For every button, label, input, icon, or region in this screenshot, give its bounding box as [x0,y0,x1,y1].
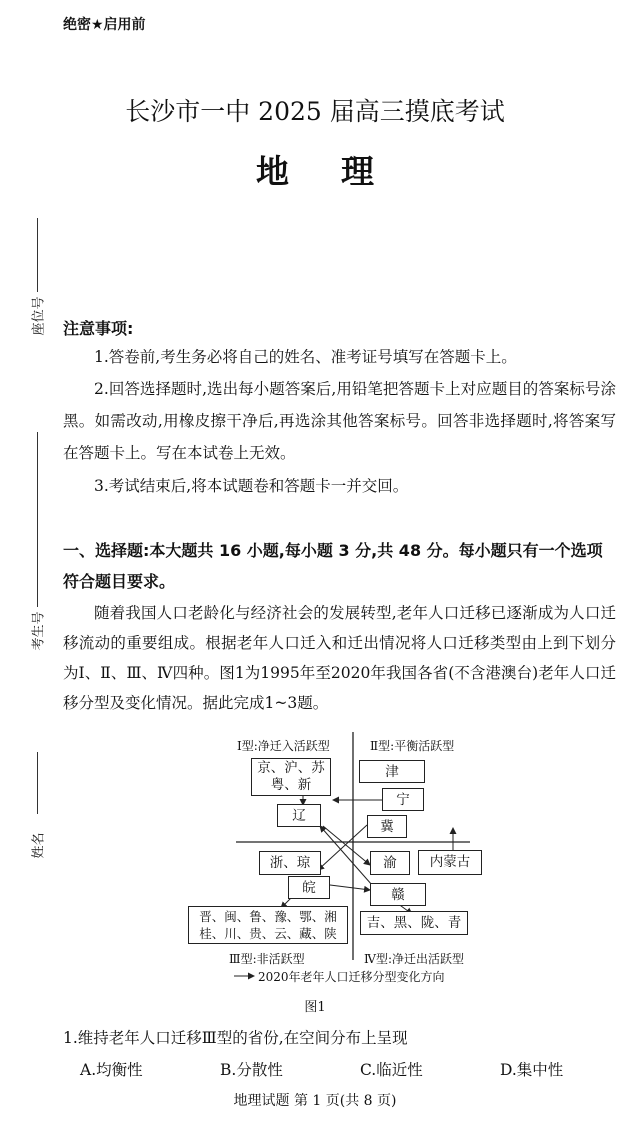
province-box-ning: 宁 [382,788,424,811]
exam-title: 长沙市一中 2025 届高三摸底考试 [125,97,505,126]
question-intro: 随着我国人口老龄化与经济社会的发展转型,老年人口迁移已逐渐成为人口迁移流动的重要组成。根据老年人口迁入和迁出情况将人口迁移类型由上到下划分为Ⅰ、Ⅱ、Ⅲ、Ⅳ四种。图1为1995年至2020年我国各省(不含港澳台)老年人口迁移分型及变化情况。据此完成1~3题。 [63,604,616,712]
name-label: 姓名 [31,832,47,859]
province-box-wan: 皖 [288,876,330,899]
arrow-ji [318,825,367,870]
notice-item-2: 2.回答选择题时,选出每小题答案后,用铅笔把答题卡上对应题目的答案标号涂黑。如需改动,用橡皮擦干净后,再选涂其他答案标号。回答非选择题时,将答案写在答题卡上。写在本试卷上无效。 [63,380,616,462]
seat-number-label: 座位号 [31,296,47,336]
province-box-gan: 赣 [370,883,426,906]
binding-line [37,752,38,814]
binding-line [37,432,38,607]
arrow-liao-yu [323,826,370,865]
option-b: B.分散性 [220,1061,283,1079]
type-4-label: Ⅳ型:净迁出活跃型 [364,952,465,966]
province-box-ji: 冀 [367,815,407,838]
province-box-jin: 津 [359,760,425,783]
confidential-mark: 绝密★启用前 [63,17,146,33]
province-box-liao: 辽 [277,804,321,827]
type-1-label: Ⅰ型:净迁入活跃型 [237,739,330,753]
option-a: A.均衡性 [80,1061,143,1079]
province-box-type4: 吉、黑、陇、青 [360,911,468,935]
option-d: D.集中性 [500,1061,564,1079]
exam-number-label: 考生号 [31,611,47,651]
notice-item-3: 3.考试结束后,将本试题卷和答题卡一并交回。 [94,477,409,495]
subject-title: 地理 [256,152,426,191]
binding-line [37,218,38,292]
figure-caption: 图1 [304,1000,326,1015]
type-2-label: Ⅱ型:平衡活跃型 [370,739,455,753]
page-footer: 地理试题 第 1 页(共 8 页) [233,1093,397,1109]
diagram-legend: 2020年老年人口迁移分型变化方向 [258,970,445,984]
province-box-jhs-yx: 京、沪、苏 粤、新 [251,758,331,796]
province-box-yu: 渝 [370,851,410,875]
province-box-zq: 浙、琼 [259,851,321,875]
option-c: C.临近性 [360,1061,423,1079]
notice-heading: 注意事项: [63,319,134,338]
type-3-label: Ⅲ型:非活跃型 [229,952,305,966]
question-1-stem: 1.维持老年人口迁移Ⅲ型的省份,在空间分布上呈现 [63,1029,408,1047]
province-box-type3: 晋、闽、鲁、豫、鄂、湘 桂、川、贵、云、藏、陕 [188,906,348,944]
notice-item-1: 1.答卷前,考生务必将自己的姓名、准考证号填写在答题卡上。 [94,348,517,366]
section-heading: 一、选择题:本大题共 16 小题,每小题 3 分,共 48 分。每小题只有一个选项符合题目要求。 [63,541,603,591]
province-box-nmg: 内蒙古 [418,850,482,875]
